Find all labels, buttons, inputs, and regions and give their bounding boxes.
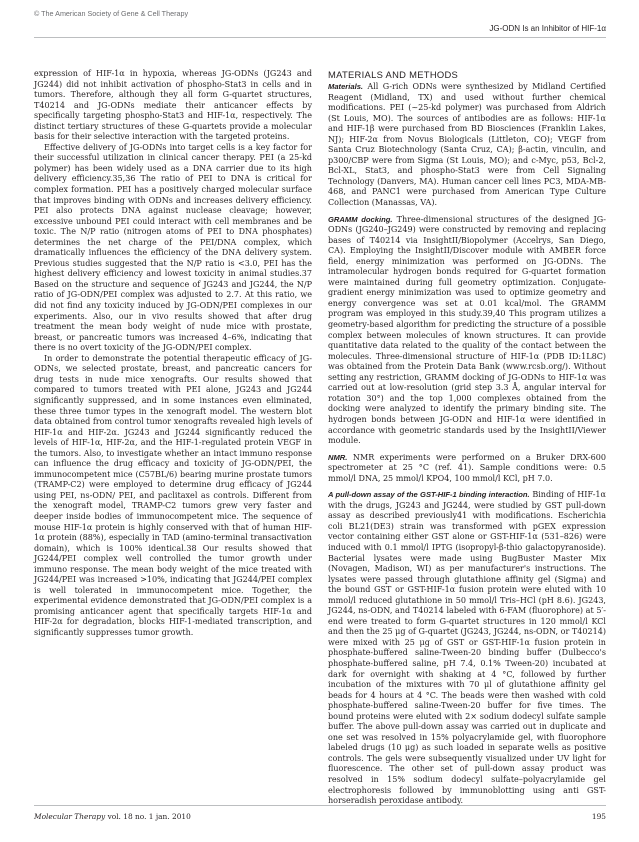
paragraph-text: All G-rich ODNs were synthesized by Midland Certified Reagent (Midland, TX) and used without further chemical modifications. PEI (~25-kd polymer) was purchased from Aldrich (St Louis, MO). The sources of antibodies are as follows: HIF-1α and HIF-1β were purchased from BD Biosciences (Franklin Lakes, NJ); HIF-2α from Novus Biologicals (Littleton, CO); VEGF from Santa Cruz Biotechnology (Santa Cruz, CA); β-actin, vinculin, and p300/CBP were from Sigma (St Louis, MO); and c-Myc, p53, Bcl-2, Bcl-XL, Stat3, and phospho-Stat3 were from Cell Signaling Technology (Danvers, MA). Human cancer cell lines PC3, MDA-MB-468, and PANC1 were purchased from American Type Culture Collection (Manassas, VA).: [328, 82, 606, 208]
page-number: 195: [591, 812, 606, 821]
running-title: JG-ODN Is an Inhibitor of HIF-1α: [489, 24, 606, 33]
section-heading: MATERIALS AND METHODS: [328, 69, 459, 80]
subsection-heading: GRAMM docking.: [328, 214, 393, 224]
paragraph: Effective delivery of JG-ODNs into target cells is a key factor for their successful utilization in clinical cancer therapy. PEI (a 25-kd polymer) has been widely used as a DNA carrier due to its high delivery efficiency.35,36 The ratio of PEI to DNA is critical for complex formation. PEI has a positively charged molecular surface that improves binding with ODNs and increases delivery efficiency. PEI also protects DNA against nuclease cleavage; however, excessive unbound PEI could interact with cell membranes and be toxic. The N/P ratio (nitrogen atoms of PEI to DNA phosphates) determines the net charge of the PEI/DNA complex, which dramatically influences the efficiency of the DNA delivery system. Previous studies suggested that the N/P ratio is <3.0, PEI has the highest delivery efficiency and lowest toxicity in animal studies.37 Based on the structure and sequence of JG243 and JG244, the N/P ratio of JG-ODN/PEI complex was adjusted to 2.7. At this ratio, we did not find any toxicity induced by JG-ODN/PEI complexes in our experiments. Also, our in vivo results showed that after drug treatment the mean body weight of nude mice with prostate, breast, or pancreatic tumors was increased 4–6%, indicating that there is no overt toxicity of the JG-ODN/PEI complex.: [34, 142, 312, 353]
journal-name: Molecular Therapy: [34, 812, 106, 821]
subsection-heading: NMR.: [328, 452, 348, 462]
pulldown-paragraph: [328, 490, 606, 806]
journal-volume: vol. 18 no. 1 jan. 2010: [105, 812, 191, 821]
subsection-heading: A pull-down assay of the GST-HIF-1 binding interaction.: [328, 490, 530, 500]
footer-divider: [34, 805, 606, 806]
subsection-heading: Materials.: [328, 82, 364, 91]
header-divider: [34, 37, 606, 38]
right-column: [328, 69, 606, 807]
paragraph-text: NMR experiments were performed on a Bruker DRX-600 spectrometer at 25 °C (ref. 41). Sample conditions were: 0.5 mmol/l DNA, 25 mmol/l KPO4, 100 mmol/l KCl, pH 7.0.: [328, 452, 606, 483]
left-column: [34, 69, 312, 639]
paragraph: expression of HIF-1α in hypoxia, whereas JG-ODNs (JG243 and JG244) did not inhibit activation of phospho-Stat3 in cells and in tumors. Therefore, although they all form G-quartet structures, T40214 and JG-ODNs mediate their anticancer effects by specifically targeting phospho-Stat3 and HIF-1α, respectively. The distinct tertiary structures of these G-quartets provide a molecular basis for their selective interaction with the targeted proteins.: [34, 69, 312, 142]
gramm-paragraph: [328, 215, 606, 447]
paragraph: In order to demonstrate the potential therapeutic efficacy of JG-ODNs, we selected prostate, breast, and pancreatic cancers for drug tests in nude mice xenografts. Our results showed that compared to tumors treated with PEI alone, JG243 and JG244 significantly suppressed, and in some instances even eliminated, these three tumor types in the xenograft model. The western blot data obtained from control tumor xenografts revealed high levels of HIF-1α and HIF-2α. JG243 and JG244 significantly reduced the levels of HIF-1α, HIF-2α, and the HIF-1-regulated protein VEGF in the tumors. Also, to investigate whether an intact immuno response can influence the drug efficacy and toxicity of JG-ODN/PEI, the immunocompetent mice (C57BL/6) bearing murine prostate tumors (TRAMP-C2) were employed to determine drug efficacy of JG244 using PEI, ns-ODN/ PEI, and paclitaxel as controls. Different from the xenograft model, TRAMP-C2 tumors grew very faster and deeper inside bodies of immunocompetent mice. The sequence of mouse HIF-1α protein is highly conserved with that of human HIF-1α protein (88%), especially in TAD (amino-terminal transactivation domain), which is 100% identical.38 Our results showed that JG244/PEI complex well controlled the tumor growth under immuno response. The mean body weight of the mice treated with JG244/PEI was increased >10%, indicating that JG244/PEI complex is well tolerated in immunocompetent mice. Together, the experimental evidence demonstrated that JG-ODN/PEI complex is a promising anticancer agent that specifically targets HIF-1α and HIF-2α for degradation, blocks HIF-1-mediated transcription, and significantly suppresses tumor growth.: [34, 353, 312, 637]
paragraph-text: Three-dimensional structures of the designed JG-ODNs (JG240–JG249) were constructed by removing and replacing bases of T40214 via InsightII/Biopolymer (Accelrys, San Diego, CA). Employing the InsightII/Discover module with AMBER force field, energy minimization was performed on JG-ODNs. The intramolecular hydrogen bonds required for G-quartet formation were maintained during full geometry optimization. Conjugate-gradient energy minimization was used to optimize geometry and energy convergence was set at 0.01 kcal/mol. The GRAMM program was employed in this study.39,40 This program utilizes a geometry-based algorithm for predicting the structure of a possible complex between molecules of known structures. It can provide quantitative data related to the quality of the contact between the molecules. Three-dimensional structure of HIF-1α (PDB ID:1L8C) was obtained from the Protein Data Bank (www.rcsb.org/). Without setting any restriction, GRAMM docking of JG-ODNs to HIF-1α was carried out at low-resolution (grid step 3.3 Å, angular interval for rotation 30°) and the top 1,000 complexes obtained from the docking were analyzed to identify the primary binding site. The hydrogen bonds between JG-ODN and HIF-1α were identified in accordance with geometric standards used by the InsightII/Viewer module.: [328, 214, 606, 446]
copyright-notice: © The American Society of Gene & Cell Therapy: [34, 9, 189, 18]
paragraph-text: Binding of HIF-1α with the drugs, JG243 and JG244, were studied by GST pull-down assay as described previously41 with modifications. Escherichia coli BL21(DE3) strain was transformed with pGEX expression vector containing either GST alone or GST-HIF-1α (531–826) were induced with 0.1 mmol/l IPTG (isopropyl-β-thio galactopyranoside). Bacterial lysates were made using BugBuster Master Mix (Novagen, Madison, WI) as per manufacturer's instructions. The lysates were passed through glutathione affinity gel (Sigma) and the bound GST or GST-HIF-1α fusion protein were eluted with 10 mmol/l reduced glutathione in 50 mmol/l Tris–HCl (pH 8.6). JG243, JG244, ns-ODN, and T40214 labeled with 6-FAM (fluorophore) at 5′-end were treated to form G-quartet structures in 120 mmol/l KCl and then the 25 μg of G-quartet (JG243, JG244, ns-ODN, or T40214) were mixed with 25 μg of GST or GST-HIF-1α fusion protein in phosphate-buffered saline-Tween-20 binding buffer (Dulbecco's phosphate-buffered saline, pH 7.4, 0.1% Tween-20) incubated at dark for overnight with shaking at 4 °C, followed by further incubation of the mixtures with 70 μl of glutathione affinity gel beads for 4 hours at 4 °C. The beads were then washed with cold phosphate-buffered saline-Tween-20 buffer for five times. The bound proteins were eluted with 2× sodium dodecyl sulfate sample buffer. The above pull-down assay was carried out in duplicate and one set was resolved in 15% polyacrylamide gel, with fluorophore labeled drugs (10 μg) as such loaded in separate wells as positive controls. The gels were subsequently visualized under UV light for fluorescence. The other set of pull-down assay product was resolved in 15% sodium dodecyl sulfate–polyacrylamide gel electrophoresis followed by immunoblotting using anti GST-horseradish peroxidase antibody.: [328, 490, 606, 806]
journal-citation: [34, 812, 191, 821]
materials-paragraph: [328, 82, 606, 209]
nmr-paragraph: [328, 453, 606, 485]
